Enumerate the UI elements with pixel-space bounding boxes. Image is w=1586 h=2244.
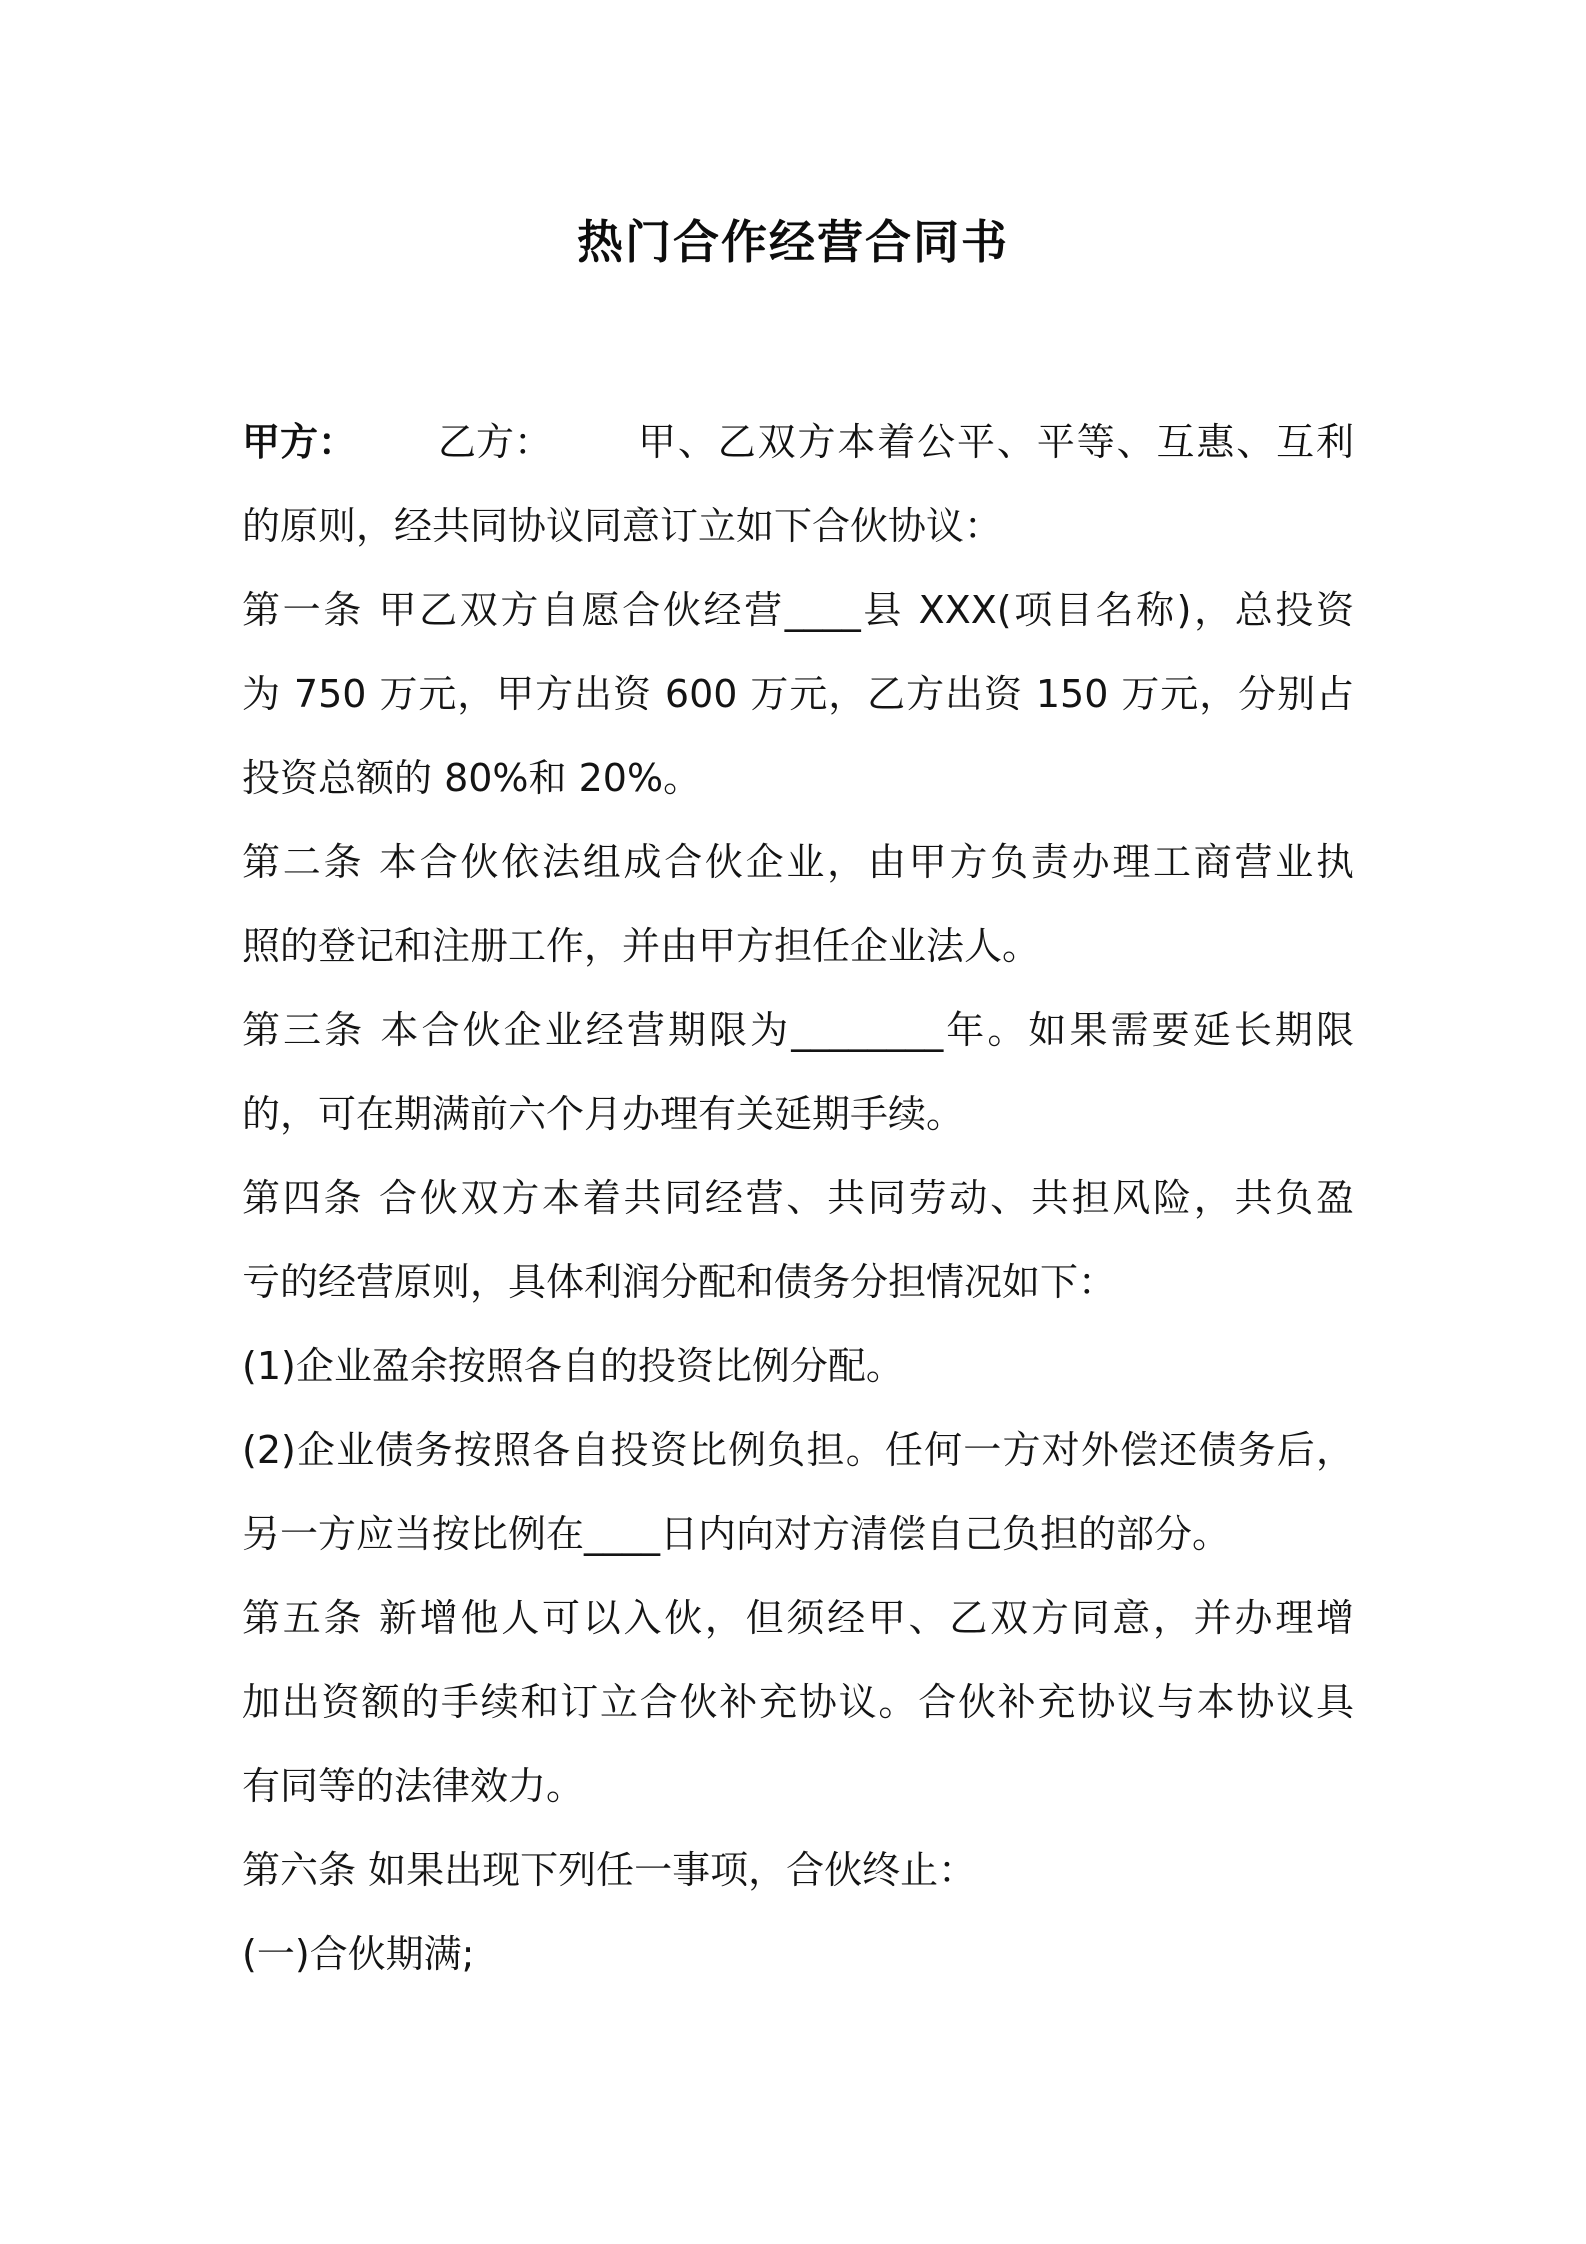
intro-text: 甲、乙双方本着公平、平等、互惠、互利 (638, 420, 1354, 464)
paragraph-line: (1)企业盈余按照各自的投资比例分配。 (242, 1344, 904, 1388)
paragraph-line: 第五条 新增他人可以入伙，但须经甲、乙双方同意，并办理增 (242, 1596, 1354, 1640)
paragraph-line: 第四条 合伙双方本着共同经营、共同劳动、共担风险，共负盈 (242, 1176, 1354, 1220)
paragraph-line: (一)合伙期满; (242, 1932, 475, 1976)
paragraph-line: 投资总额的 80%和 20%。 (242, 756, 702, 800)
paragraph-line: 另一方应当按比例在____日内向对方清偿自己负担的部分。 (242, 1512, 1231, 1556)
paragraph-line: (2)企业债务按照各自投资比例负担。任何一方对外偿还债务后， (242, 1428, 1354, 1472)
paragraph-line: 亏的经营原则，具体利润分配和债务分担情况如下： (242, 1260, 1117, 1304)
document-title: 热门合作经营合同书 (577, 215, 1009, 269)
paragraph-line: 加出资额的手续和订立合伙补充协议。合伙补充协议与本协议具 (242, 1680, 1354, 1724)
paragraph-line: 第二条 本合伙依法组成合伙企业，由甲方负责办理工商营业执 (242, 840, 1354, 884)
party-b-label: 乙方： (438, 420, 553, 464)
paragraph-line: 的原则，经共同协议同意订立如下合伙协议： (242, 504, 1003, 548)
parties-line (242, 400, 1354, 484)
paragraph-line: 第三条 本合伙企业经营期限为________年。如果需要延长期限 (242, 1008, 1354, 1052)
paragraph-line: 为 750 万元，甲方出资 600 万元，乙方出资 150 万元，分别占 (242, 672, 1354, 716)
paragraph-line: 的，可在期满前六个月办理有关延期手续。 (242, 1092, 965, 1136)
paragraph-line: 第一条 甲乙双方自愿合伙经营____县 XXX(项目名称)，总投资 (242, 588, 1354, 632)
document-body (242, 400, 1354, 1996)
paragraph-line: 第六条 如果出现下列任一事项，合伙终止： (242, 1848, 977, 1892)
party-a-label: 甲方： (242, 420, 357, 464)
paragraph-line: 照的登记和注册工作，并由甲方担任企业法人。 (242, 924, 1041, 968)
paragraph-line: 有同等的法律效力。 (242, 1764, 585, 1808)
